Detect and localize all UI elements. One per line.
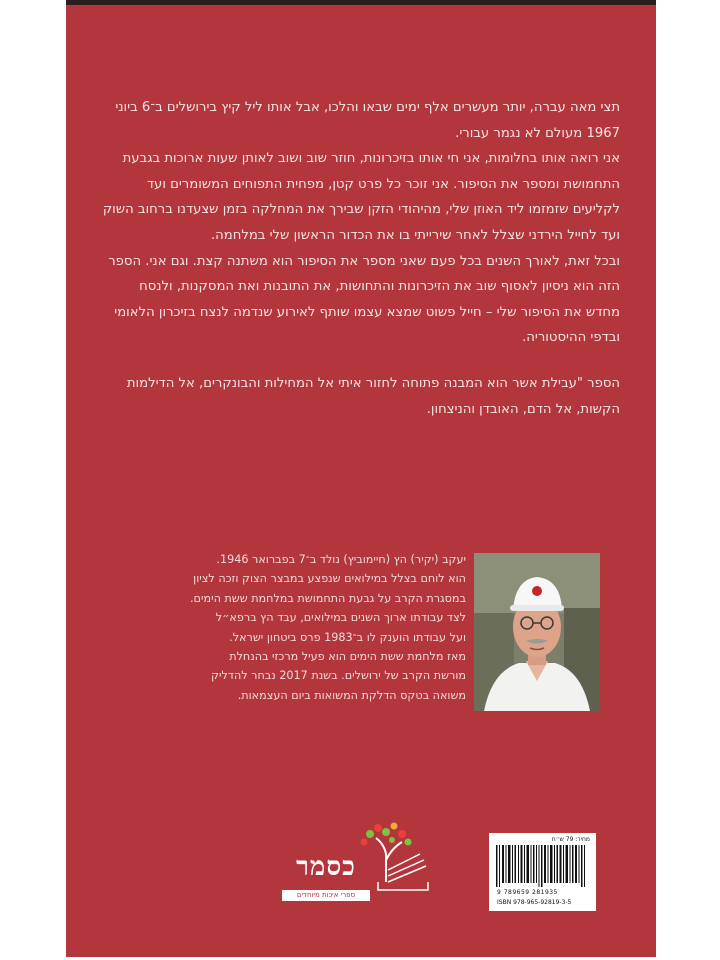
author-bio: [102, 550, 466, 705]
blurb-paragraph: ובכל זאת, לאורך השנים בכל פעם שאני מספר את הסיפור הוא משתנה קצת. וגם אני. הספר הזה הוא ניסיון לאסוף שוב את הזיכרונות והתחושות, את התובנות ואת המסקנות, ולנסח מחדש את הסיפור שלי – חייל פשוט שמצא עצמו שותף לאירוע שנדמה לנצח בזיכרון הלאומי ובדפי ההיסטוריה.: [108, 253, 620, 346]
barcode: [489, 833, 596, 911]
bio-line: מורשת הקרב של ירושלים. בשנת 2017 נבחר להדליק: [211, 669, 466, 683]
author-photo: [474, 553, 600, 711]
barcode-bars-icon: [495, 845, 590, 887]
blurb-closing: הספר "עבילת אשר הוא המבנה פתוחה לחזור איתי אל המחילות והבונקרים, אל הדילמות הקשות, אל הדם, האובדן והניצחון.: [126, 375, 620, 417]
publisher-subtitle: ספרי איכות מיוחדים: [282, 890, 370, 901]
bio-line: הוא לוחם בצלל במילואים שנפצע במבצר הצוק וזכה לציון: [193, 572, 466, 586]
publisher-name: כסמר: [296, 852, 356, 882]
bio-line: לצד עבודתו ארוך השנים במילואים, עבד הץ ברפא״ל: [215, 611, 466, 625]
bio-line: במסגרת הקרב על גבעת התחמושת במלחמת ששת הימים.: [189, 591, 466, 605]
blurb-paragraph: אני רואה אותו בחלומות, אני חי אותו בזיכרונות, חוזר שוב ושוב לאותן שעות ארוכות בגבעת התחמושת ומספר את הסיפור. אני זוכר כל פרט קטן, מפחית התפוחים המשומרים ועד לקליעים שזמזמו ליד האוזן שלי, מהיהודי הזקן שבירך את המחלקה בזמן שצעדנו ברחוב השוק ועד לחייל הירדני שצלל לאחר שירייתי בו את הכדור הראשון שלי במלחמה.: [102, 151, 620, 243]
blurb-paragraph: תצי מאה עברה, יותר מעשרים אלף ימים שבאו והלכו, אבל אותו ליל קיץ בירושלים ב־6 ביוני 1967 מעולם לא נגמר עבורי.: [115, 100, 620, 141]
blurb-text: [102, 95, 620, 422]
bio-line: משואה בטקס הדלקת המשואות ביום העצמאות.: [237, 688, 466, 702]
back-cover: [66, 5, 656, 957]
bio-line: ועל עבודתו הוענק לו ב־1983 פרס ביטחון ישראל.: [229, 630, 466, 644]
isbn-label: ISBN 978-965-92819-3-5: [497, 899, 572, 906]
bio-line: יעקב (יקיר) הץ (חיימוביץ) נולד ב־7 בפברואר 1946.: [216, 553, 466, 566]
publisher-logo: [266, 820, 446, 900]
barcode-number: 9 789659 281935: [497, 889, 558, 896]
price-label: מחיר: 79 ש״ח: [551, 836, 590, 843]
bio-line: מאז מלחמת ששת הימים הוא פעיל מרכזי בהנחלת: [229, 650, 466, 664]
